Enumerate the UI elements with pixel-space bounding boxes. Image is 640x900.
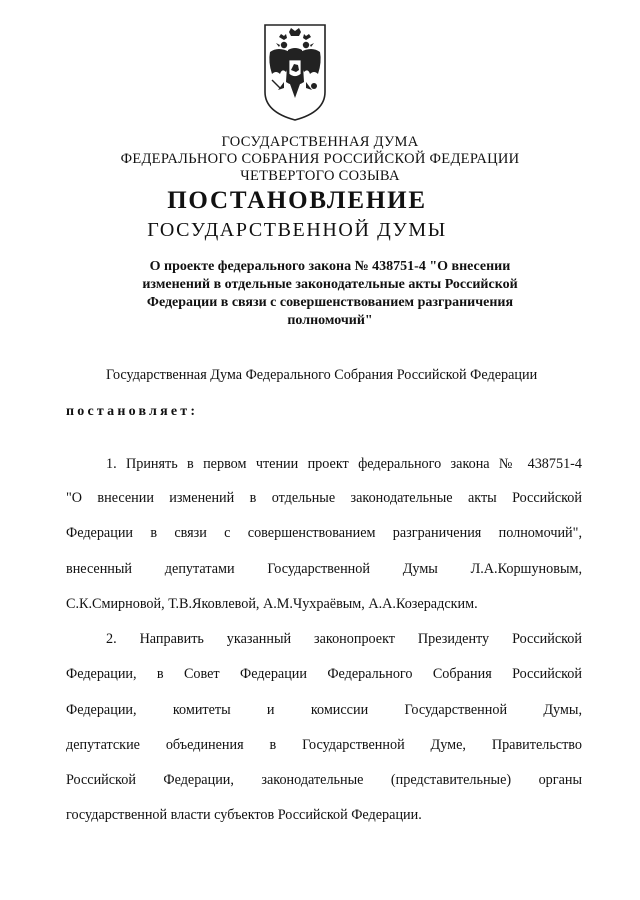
paragraph-2-line: Федерации, в Совет Федерации Федерального Собрания Российской (66, 666, 582, 682)
paragraph-1-line: С.К.Смирновой, Т.В.Яковлевой, А.М.Чухраёвым, А.А.Козерадским. (66, 596, 478, 612)
intro-text: Государственная Дума Федерального Собрания Российской Федерации (106, 367, 538, 383)
paragraph-2-line: 2. Направить указанный законопроект Президенту Российской (106, 631, 582, 647)
subject-line: О проекте федерального закона № 438751-4 "О внесении (149, 259, 511, 274)
paragraph-2-line: Российской Федерации, законодательные (представительные) органы (66, 772, 582, 788)
paragraph-1-line: "О внесении изменений в отдельные законодательные акты Российской (66, 490, 582, 506)
subject-line: изменений в отдельные законодательные акты Российской (142, 277, 518, 292)
paragraph-2-line: государственной власти субъектов Российской Федерации. (66, 807, 422, 823)
subject-line: полномочий" (287, 313, 373, 328)
header-line-assembly: ФЕДЕРАЛЬНОГО СОБРАНИЯ РОССИЙСКОЙ ФЕДЕРАЦИИ (120, 151, 520, 167)
coat-of-arms-icon (262, 22, 328, 122)
paragraph-1-line: внесенный депутатами Государственной Думы Л.А.Коршуновым, (66, 561, 582, 577)
decree-word: постановляет: (66, 404, 199, 419)
document-subtitle: ГОСУДАРСТВЕННОЙ ДУМЫ (147, 219, 447, 241)
subject-line: Федерации в связи с совершенствованием разграничения (146, 295, 514, 310)
paragraph-2-line: депутатские объединения в Государственной Думе, Правительство (66, 737, 582, 753)
header-line-duma: ГОСУДАРСТВЕННАЯ ДУМА (221, 134, 419, 150)
document-title: ПОСТАНОВЛЕНИЕ (167, 187, 427, 214)
header-line-convocation: ЧЕТВЕРТОГО СОЗЫВА (240, 168, 400, 184)
paragraph-2-line: Федерации, комитеты и комиссии Государственной Думы, (66, 702, 582, 718)
paragraph-1-line: Федерации в связи с совершенствованием разграничения полномочий", (66, 525, 582, 541)
paragraph-1-line: 1. Принять в первом чтении проект федерального закона № 438751-4 (106, 456, 582, 472)
